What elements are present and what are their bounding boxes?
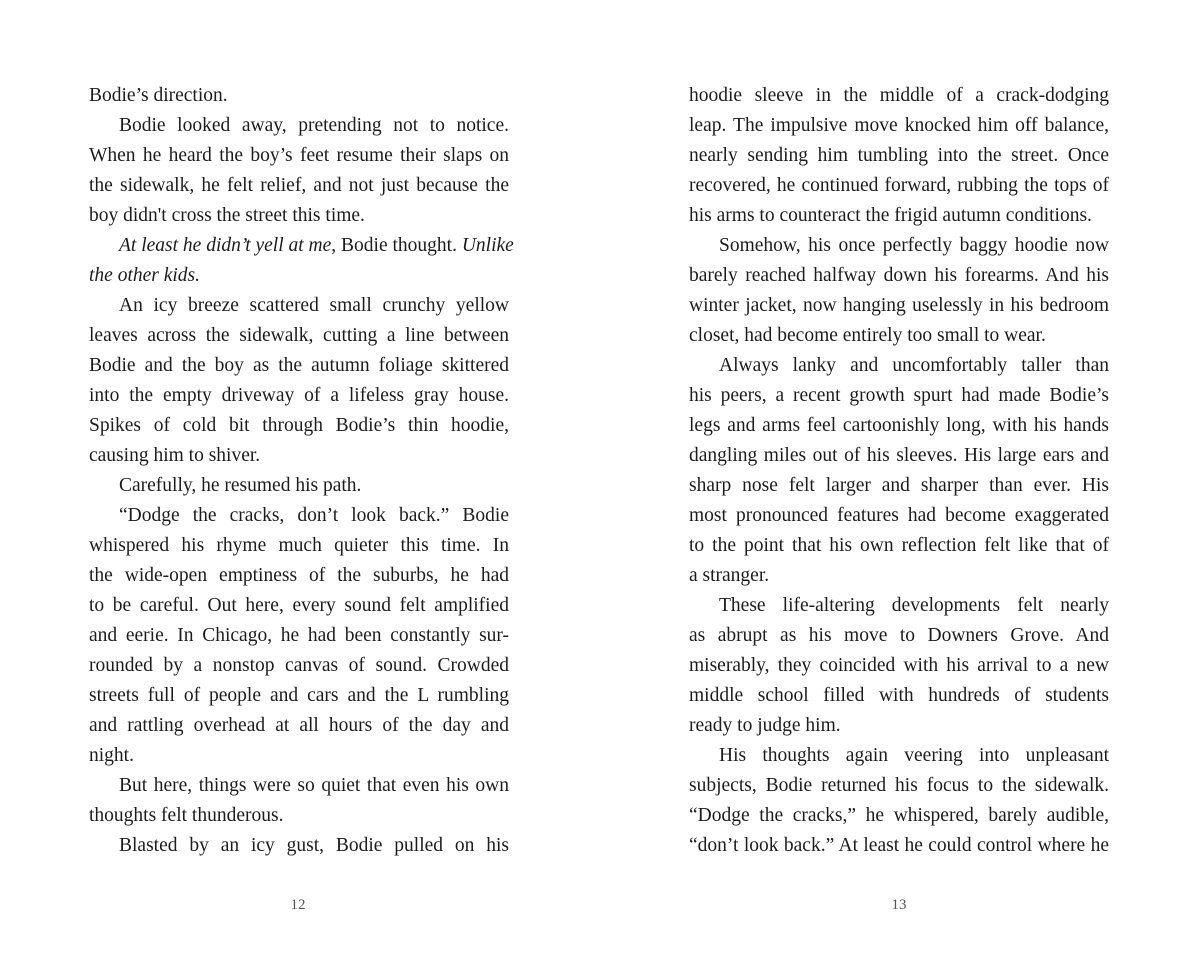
text-line: his peers, a recent growth spurt had made Bodie’s (689, 385, 1109, 406)
text-line: Bodie and the boy as the autumn foliage skittered (89, 355, 509, 376)
text-line: Somehow, his once perfectly baggy hoodie now (719, 235, 1109, 256)
text-line: into the empty driveway of a lifeless gray house. (89, 385, 509, 406)
text-line: “Dodge the cracks, don’t look back.” Bodie (119, 505, 509, 526)
text-line: “Dodge the cracks,” he whispered, barely audible, (689, 805, 1109, 826)
text-line: When he heard the boy’s feet resume their slaps on (89, 145, 509, 166)
text-line: winter jacket, now hanging uselessly in his bedroom (689, 295, 1109, 316)
text-line: whispered his rhyme much quieter this time. In (89, 535, 509, 556)
left-page-text (89, 81, 514, 861)
text-line: dangling miles out of his sleeves. His large ears and (689, 445, 1109, 466)
text-line: These life-altering developments felt nearly (719, 595, 1109, 616)
text-line: leap. The impulsive move knocked him off balance, (689, 115, 1109, 136)
text-line: “don’t look back.” At least he could control where he (689, 835, 1109, 856)
text-line: recovered, he continued forward, rubbing the tops of (689, 175, 1109, 196)
text-line: His thoughts again veering into unpleasant (719, 745, 1109, 766)
text-line: and rattling overhead at all hours of the day and (89, 715, 509, 736)
text-line: Carefully, he resumed his path. (119, 475, 362, 496)
text-line: and eerie. In Chicago, he had been constantly sur- (89, 625, 509, 646)
text-line: the sidewalk, he felt relief, and not just because the (89, 175, 509, 196)
text-line: subjects, Bodie returned his focus to the sidewalk. (689, 775, 1109, 796)
right-page-text (689, 81, 1109, 861)
text-line: to be careful. Out here, every sound felt amplified (89, 595, 509, 616)
text-line: Blasted by an icy gust, Bodie pulled on his (119, 835, 509, 856)
text-line: rounded by a nonstop canvas of sound. Crowded (89, 655, 509, 676)
page-number-right: 13 (891, 897, 907, 913)
text-line: his arms to counteract the frigid autumn conditions. (689, 205, 1092, 226)
text-line: Bodie looked away, pretending not to notice. (119, 115, 509, 136)
text-line: legs and arms feel cartoonishly long, with his hands (689, 415, 1109, 436)
text-line: Bodie’s direction. (89, 85, 228, 106)
text-line: causing him to shiver. (89, 445, 261, 466)
text-line: miserably, they coincided with his arrival to a new (689, 655, 1109, 676)
italic-text: the other kids. (89, 265, 201, 286)
text-segment: , Bodie thought. (331, 235, 462, 256)
text-line: thoughts felt thunderous. (89, 805, 284, 826)
text-line: barely reached halfway down his forearms. And his (689, 265, 1109, 286)
text-line: the wide-open emptiness of the suburbs, he had (89, 565, 509, 586)
italic-text: Unlike (461, 235, 514, 256)
text-line (89, 261, 509, 291)
text-line: night. (89, 745, 134, 766)
text-line: to the point that his own reflection felt like that of (689, 535, 1109, 556)
text-line: boy didn't cross the street this time. (89, 205, 365, 226)
text-line: Spikes of cold bit through Bodie’s thin hoodie, (89, 415, 509, 436)
text-line (89, 231, 514, 261)
text-line: ready to judge him. (689, 715, 841, 736)
text-line: An icy breeze scattered small crunchy yellow (119, 295, 509, 316)
text-line: middle school filled with hundreds of students (689, 685, 1109, 706)
text-line: closet, had become entirely too small to wear. (689, 325, 1046, 346)
text-line: as abrupt as his move to Downers Grove. And (689, 625, 1109, 646)
text-line: Always lanky and uncomfortably taller than (719, 355, 1109, 376)
text-line: streets full of people and cars and the L rumbling (89, 685, 509, 706)
page-number-left: 12 (290, 897, 306, 913)
italic-text: At least he didn’t yell at me (119, 235, 332, 256)
text-line: sharp nose felt larger and sharper than ever. His (689, 475, 1109, 496)
text-line: hoodie sleeve in the middle of a crack-dodging (689, 85, 1109, 106)
text-line: a stranger. (689, 565, 770, 586)
text-line: leaves across the sidewalk, cutting a line between (89, 325, 509, 346)
text-line: But here, things were so quiet that even his own (119, 775, 509, 796)
text-line: nearly sending him tumbling into the street. Once (689, 145, 1109, 166)
text-line: most pronounced features had become exaggerated (689, 505, 1109, 526)
